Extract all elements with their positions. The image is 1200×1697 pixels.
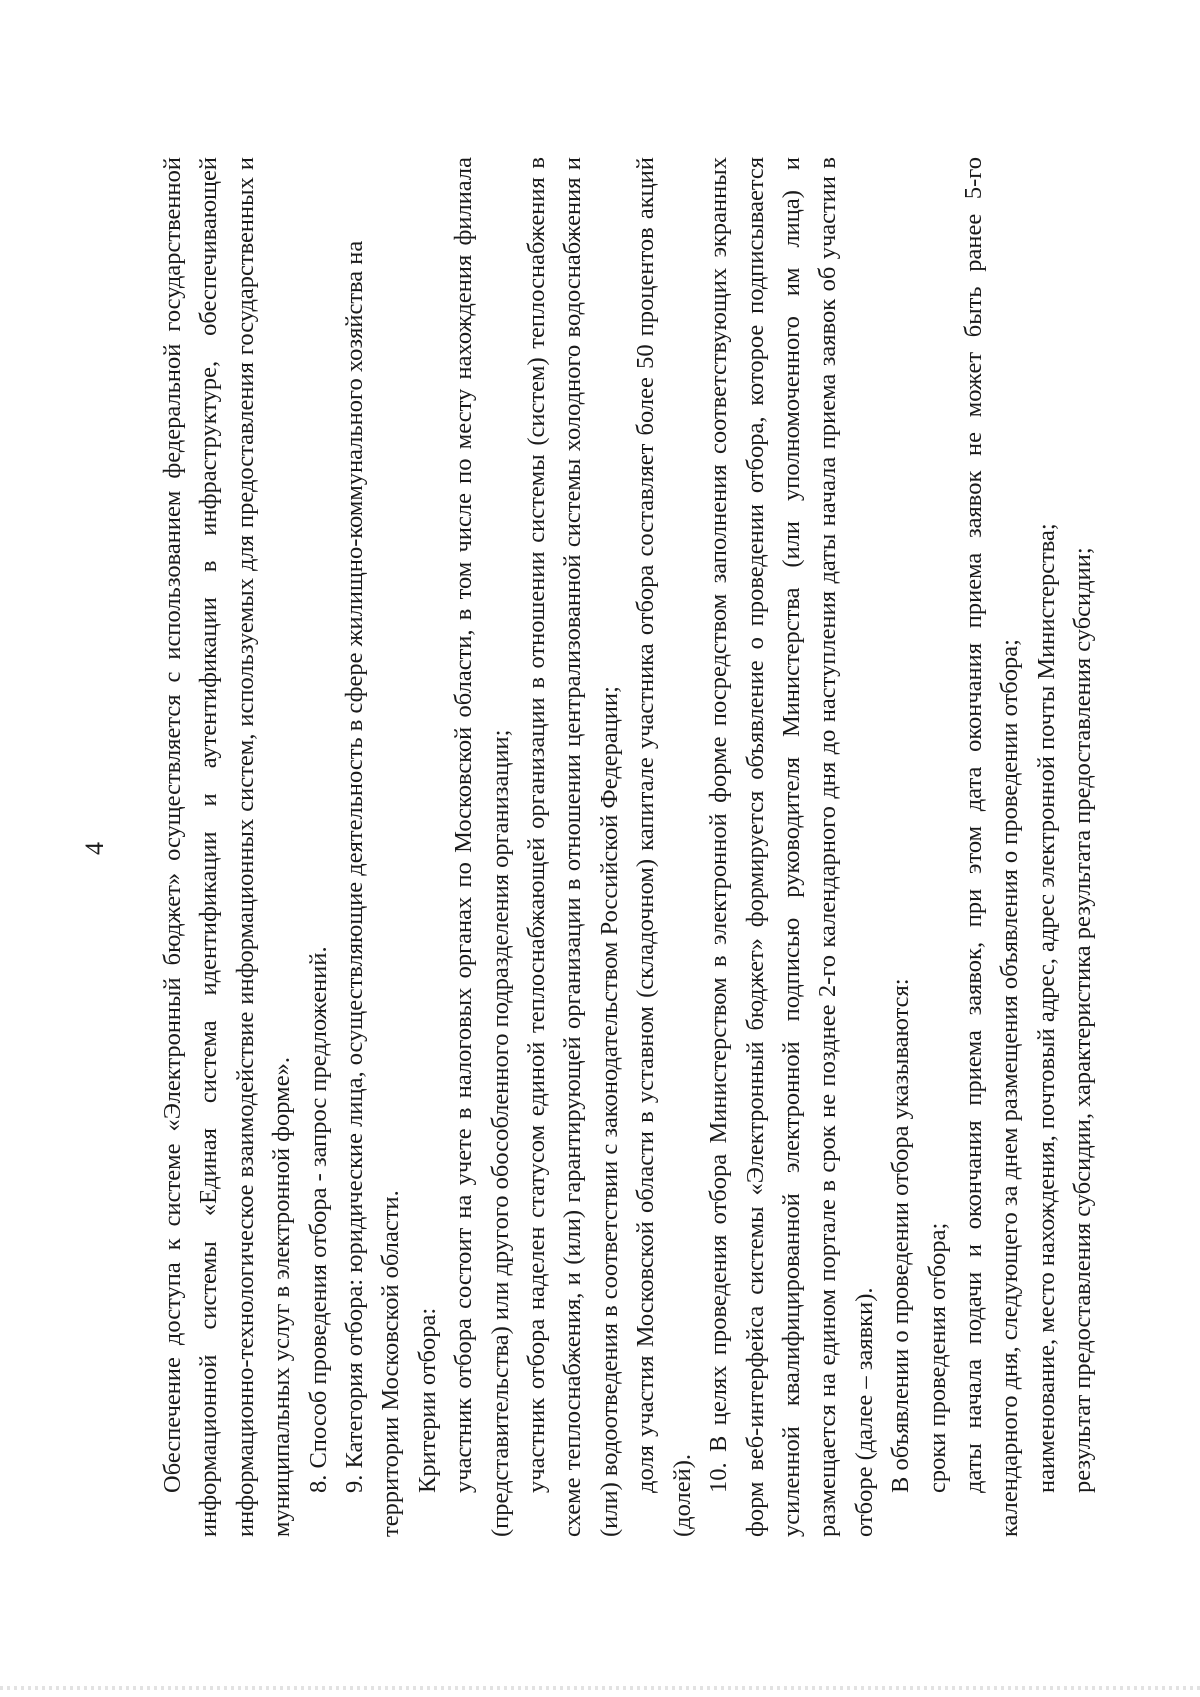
paragraph-result: результат предоставления субсидии, характеристика результата предоставления субсидии;: [1069, 547, 1097, 1493]
paragraph-dates: даты начала подачи и окончания приема заявок, при этом дата окончания приема заявок не может быть ранее 5-го календарного дня, следующего за днем размещения объявления о проведении отбора;: [959, 157, 1024, 1537]
paragraph-terms: сроки проведения отбора;: [923, 1222, 951, 1493]
paragraph-access: Обеспечение доступа к системе «Электронный бюджет» осуществляется с использованием федеральной государственной информационной системы «Единая система идентификации и аутентификации в инфраструктуре, обеспечивающей информационно-технологическое взаимодействие информационных систем, используемых для предоставления государственных и муниципальных услуг в электронной форме».: [159, 157, 296, 1537]
paragraph-criterion-status: участник отбора наделен статусом единой теплоснабжающей организации в отношении системы (систем) теплоснабжения в схеме теплоснабжения, и (или) гарантирующей организации в отношении централизованной системы холодного водоснабжения и (или) водоотведения в соответствии с законодательством Российской Федерации;: [523, 157, 623, 1537]
paragraph-10: 10. В целях проведения отбора Министерством в электронной форме посредством заполнения соответствующих экранных форм веб-интерфейса системы «Электронный бюджет» формируется объявление о проведении отбора, которое подписывается усиленной квалифицированной электронной подписью руководителя Министерства (или уполномоченного им лица) и размещается на едином портале в срок не позднее 2-го календарного дня до наступления даты начала приема заявок об участии в отборе (далее – заявки).: [705, 157, 878, 1537]
paragraph-announcement-heading: В объявлении о проведении отбора указываются:: [887, 978, 915, 1493]
body-text: [155, 157, 1102, 1537]
paragraph-ministry-address: наименование, место нахождения, почтовый адрес, адрес электронной почты Министерства;: [1032, 523, 1060, 1493]
page-number: 4: [80, 842, 109, 855]
paragraph-8: 8. Способ проведения отбора - запрос предложений.: [304, 946, 332, 1493]
paragraph-9: 9. Категория отбора: юридические лица, осуществляющие деятельность в сфере жилищно-коммунального хозяйства на территории Московской области.: [341, 240, 405, 1537]
paragraph-criterion-tax: участник отбора состоит на учете в налоговых органах по Московской области, в том числе по месту нахождения филиала (представительства) или другого обособленного подразделения организации;: [450, 157, 514, 1537]
paragraph-criteria-heading: Критерии отбора:: [413, 1307, 441, 1493]
paragraph-criterion-share: доля участия Московской области в уставном (складочном) капитале участника отбора составляет более 50 процентов акций (долей).: [632, 157, 696, 1537]
scan-edge-artifact: [0, 1686, 1200, 1690]
